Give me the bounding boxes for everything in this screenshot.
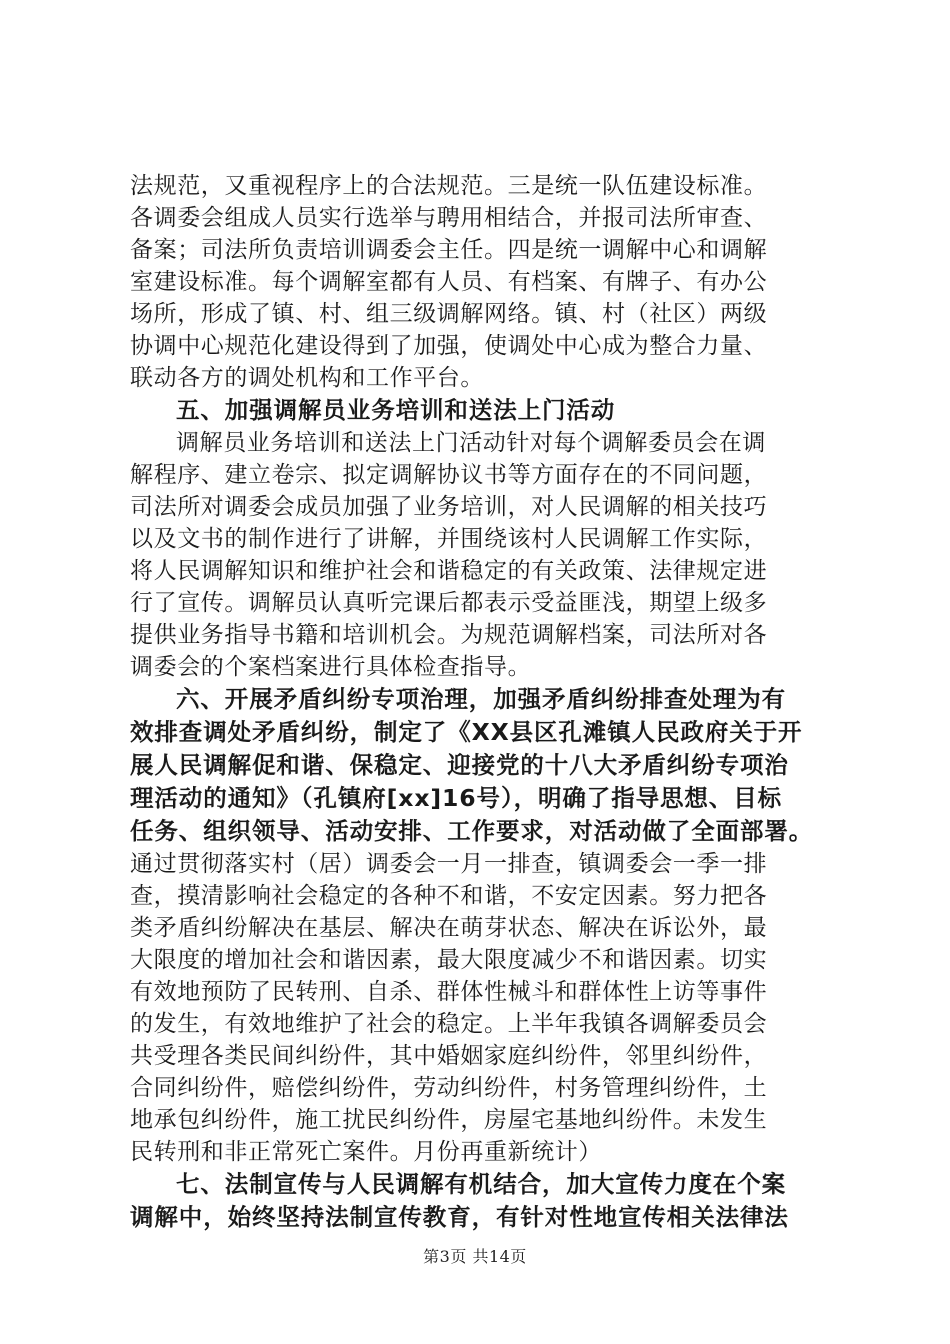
section-heading-line: 任务、组织领导、活动安排、工作要求，对活动做了全面部署。: [130, 817, 814, 845]
paragraph-line: 民转刑和非正常死亡案件。月份再重新统计）: [130, 1139, 602, 1165]
section-heading-line: 展人民调解促和谐、保稳定、迎接党的十八大矛盾纠纷专项治: [130, 751, 789, 779]
paragraph-line: 备案；司法所负责培训调委会主任。四是统一调解中心和调解: [130, 237, 768, 263]
paragraph-line: 合同纠纷件，赔偿纠纷件，劳动纠纷件，村务管理纠纷件，土: [130, 1075, 768, 1101]
paragraph-line: 调解员业务培训和送法上门活动针对每个调解委员会在调: [176, 430, 766, 456]
paragraph-line: 场所，形成了镇、村、组三级调解网络。镇、村（社区）两级: [130, 301, 768, 327]
paragraph-line: 行了宣传。调解员认真听完课后都表示受益匪浅，期望上级多: [130, 590, 768, 616]
document-body: [130, 170, 830, 1234]
paragraph-line: 地承包纠纷件，施工扰民纠纷件，房屋宅基地纠纷件。未发生: [130, 1107, 768, 1133]
paragraph-line: 将人民调解知识和维护社会和谐稳定的有关政策、法律规定进: [130, 558, 768, 584]
paragraph-line: 法规范，又重视程序上的合法规范。三是统一队伍建设标准。: [130, 173, 768, 199]
page-footer: 第3页 共14页: [423, 1247, 527, 1266]
section-heading-line: 调解中，始终坚持法制宣传教育，有针对性地宣传相关法律法: [130, 1203, 789, 1231]
paragraph-line: 以及文书的制作进行了讲解，并围绕该村人民调解工作实际，: [130, 526, 768, 552]
paragraph-line: 联动各方的调处机构和工作平台。: [130, 365, 484, 391]
paragraph-line: 的发生，有效地维护了社会的稳定。上半年我镇各调解委员会: [130, 1011, 768, 1037]
paragraph-line: 共受理各类民间纠纷件，其中婚姻家庭纠纷件，邻里纠纷件，: [130, 1043, 768, 1069]
paragraph-line: 有效地预防了民转刑、自杀、群体性械斗和群体性上访等事件: [130, 979, 768, 1005]
paragraph-line: 调委会的个案档案进行具体检查指导。: [130, 654, 532, 680]
section-heading-line: 六、开展矛盾纠纷专项治理，加强矛盾纠纷排查处理为有: [176, 685, 786, 713]
paragraph-line: 协调中心规范化建设得到了加强，使调处中心成为整合力量、: [130, 333, 768, 359]
paragraph-line: 查，摸清影响社会稳定的各种不和谐，不安定因素。努力把各: [130, 883, 768, 909]
section-heading-line: 理活动的通知》（孔镇府[xx]16号），明确了指导思想、目标: [130, 784, 782, 812]
paragraph-line: 通过贯彻落实村（居）调委会一月一排查，镇调委会一季一排: [130, 851, 768, 877]
paragraph-line: 类矛盾纠纷解决在基层、解决在萌芽状态、解决在诉讼外，最: [130, 915, 768, 941]
paragraph-line: 大限度的增加社会和谐因素，最大限度减少不和谐因素。切实: [130, 947, 768, 973]
section-heading-line: 五、加强调解员业务培训和送法上门活动: [176, 396, 616, 424]
paragraph-line: 司法所对调委会成员加强了业务培训，对人民调解的相关技巧: [130, 494, 768, 520]
paragraph-line: 各调委会组成人员实行选举与聘用相结合，并报司法所审查、: [130, 205, 768, 231]
paragraph-line: 解程序、建立卷宗、拟定调解协议书等方面存在的不同问题，: [130, 462, 768, 488]
paragraph-line: 室建设标准。每个调解室都有人员、有档案、有牌子、有办公: [130, 269, 768, 295]
section-heading-line: 效排查调处矛盾纠纷，制定了《XX县区孔滩镇人民政府关于开: [130, 718, 803, 746]
section-heading-line: 七、法制宣传与人民调解有机结合，加大宣传力度在个案: [176, 1170, 786, 1198]
paragraph-line: 提供业务指导书籍和培训机会。为规范调解档案，司法所对各: [130, 622, 768, 648]
